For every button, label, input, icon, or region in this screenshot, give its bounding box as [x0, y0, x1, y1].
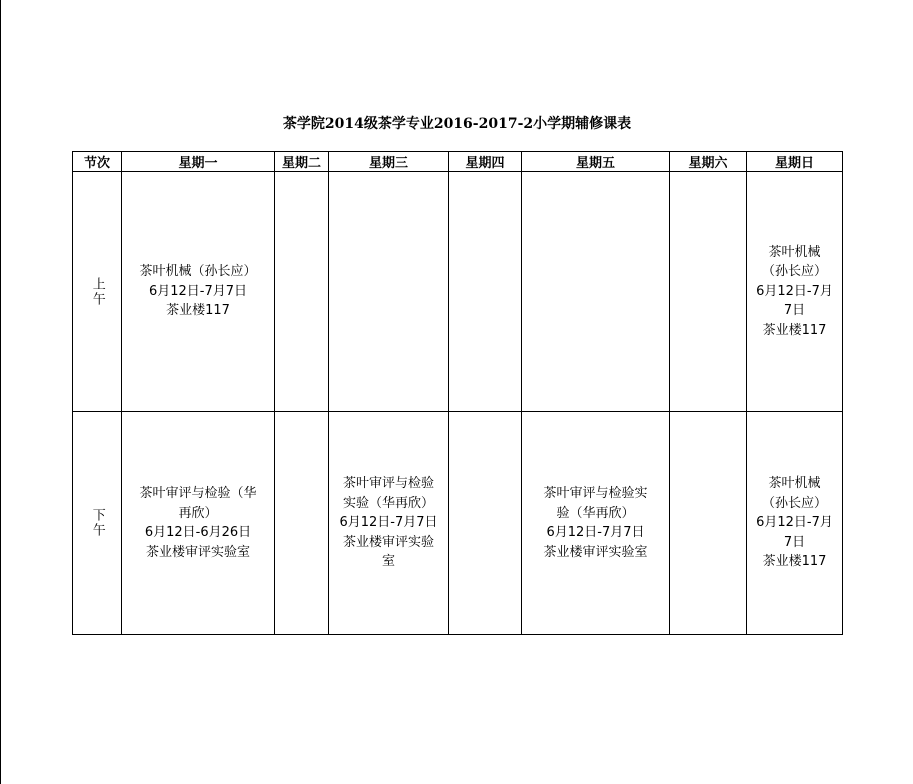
- course-name: 茶叶审评与检验（华: [139, 486, 257, 501]
- course-room: 茶业楼审评实验: [342, 534, 434, 550]
- cell-morning-monday: [122, 172, 275, 412]
- header-tuesday: 星期二: [275, 152, 329, 172]
- course-dates: 6月12日-7月: [756, 515, 833, 531]
- course-dates-cont: 7日: [783, 303, 806, 319]
- schedule-table: [72, 151, 843, 635]
- cell-morning-wednesday: [329, 172, 449, 412]
- course-dates-cont: 7日: [783, 534, 806, 550]
- course-name: 茶叶审评与检验实: [543, 486, 648, 501]
- course-teacher: （孙长应）: [761, 264, 827, 280]
- course-name: 茶叶机械: [768, 244, 821, 260]
- header-monday: 星期一: [122, 152, 275, 172]
- cell-morning-thursday: [449, 172, 522, 412]
- header-saturday: 星期六: [670, 152, 747, 172]
- header-period: 节次: [73, 152, 122, 172]
- cell-afternoon-thursday: [449, 412, 522, 635]
- header-friday: 星期五: [522, 152, 670, 172]
- course-name: 茶叶审评与检验: [342, 476, 434, 492]
- header-sunday: 星期日: [747, 152, 843, 172]
- course-teacher: 实验（华再欣）: [342, 495, 434, 511]
- course-room: 茶业楼117: [762, 322, 827, 338]
- page-title: 茶学院2014级茶学专业2016-2017-2小学期辅修课表: [282, 116, 632, 132]
- course-room: 茶业楼117: [166, 303, 230, 319]
- cell-afternoon-friday: [522, 412, 670, 635]
- table-row-morning: [73, 172, 843, 412]
- cell-afternoon-monday: [122, 412, 275, 635]
- left-border-line: [0, 0, 1, 784]
- course-room: 茶业楼117: [762, 554, 827, 570]
- course-teacher: 再欣）: [178, 505, 218, 521]
- period-afternoon: 下午: [73, 412, 122, 635]
- course-dates: 6月12日-7月7日: [546, 525, 645, 540]
- course-name: 茶叶机械: [768, 476, 821, 492]
- header-row: [73, 152, 843, 172]
- cell-afternoon-saturday: [670, 412, 747, 635]
- cell-morning-tuesday: [275, 172, 329, 412]
- cell-morning-friday: [522, 172, 670, 412]
- period-morning: 上午: [73, 172, 122, 412]
- cell-afternoon-wednesday: [329, 412, 449, 635]
- course-dates: 6月12日-6月26日: [144, 525, 252, 540]
- course-room: 茶业楼审评实验室: [543, 544, 648, 560]
- course-dates: 6月12日-7月7日: [148, 283, 248, 299]
- cell-afternoon-tuesday: [275, 412, 329, 635]
- course-teacher: 验（华再欣）: [556, 505, 635, 521]
- cell-afternoon-sunday: [747, 412, 843, 635]
- header-wednesday: 星期三: [329, 152, 449, 172]
- cell-morning-sunday: [747, 172, 843, 412]
- course-dates: 6月12日-7月7日: [339, 515, 438, 531]
- table-row-afternoon: [73, 412, 843, 635]
- header-thursday: 星期四: [449, 152, 522, 172]
- course-teacher: （孙长应）: [761, 495, 827, 511]
- cell-morning-saturday: [670, 172, 747, 412]
- course-name: 茶叶机械（孙长应）: [139, 264, 257, 280]
- course-room-cont: 室: [381, 554, 395, 570]
- course-room: 茶业楼审评实验室: [145, 544, 250, 560]
- course-dates: 6月12日-7月: [756, 283, 833, 299]
